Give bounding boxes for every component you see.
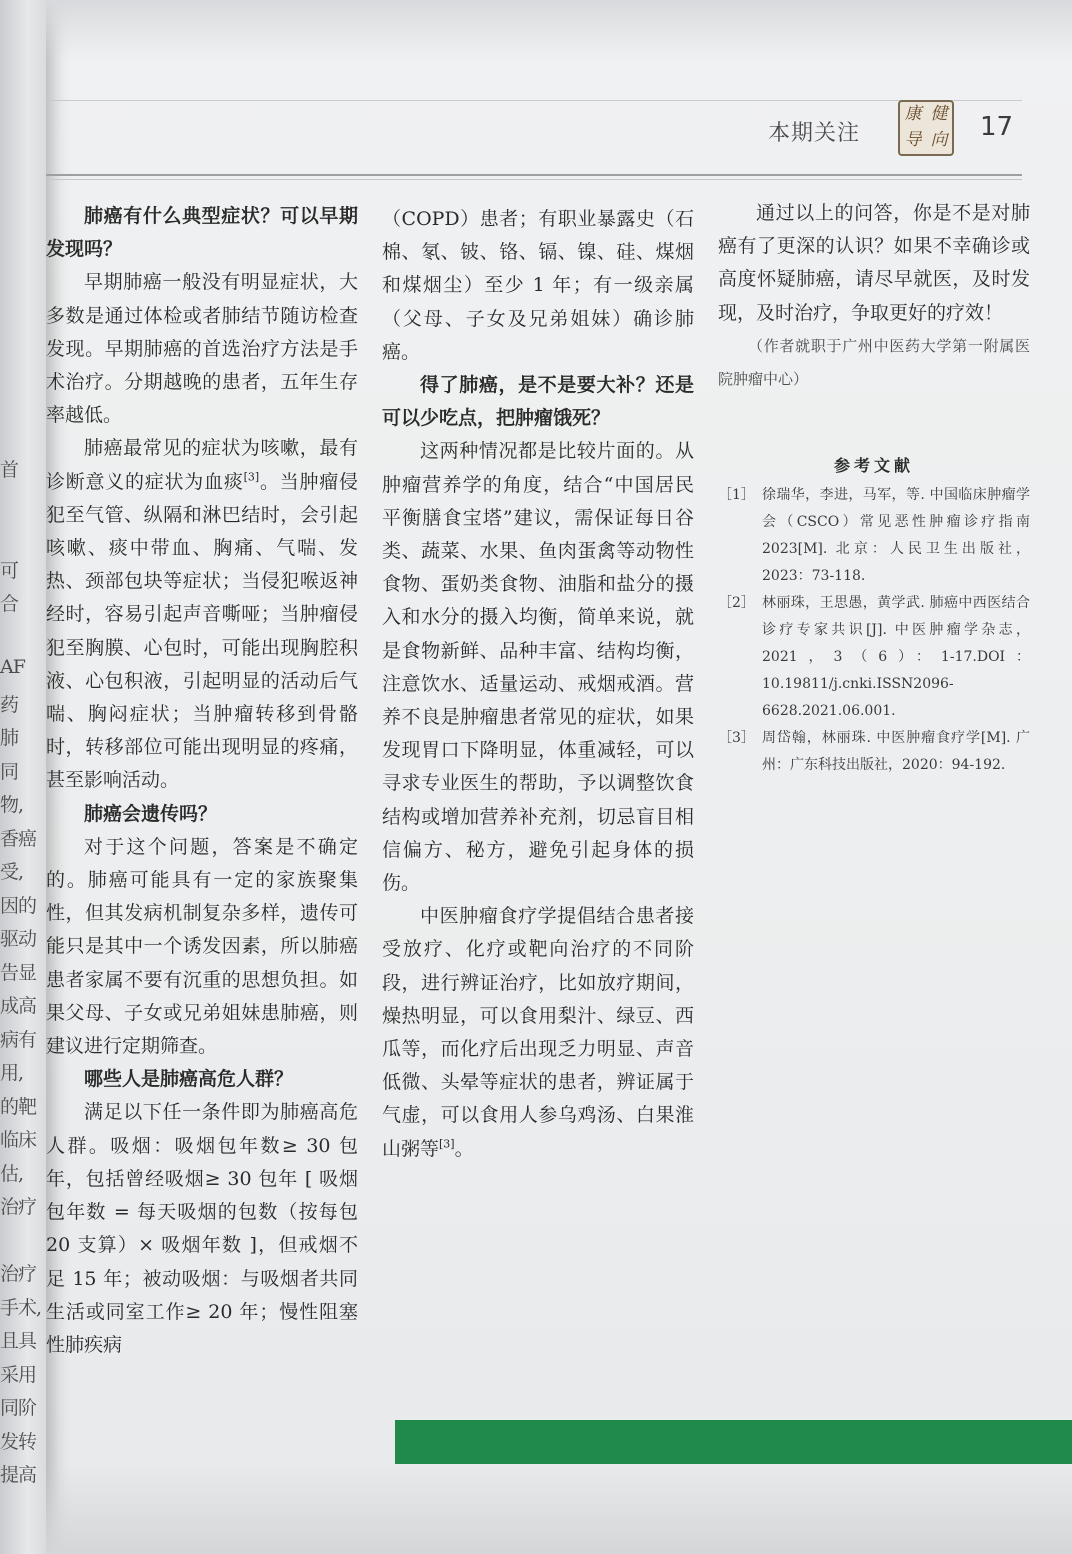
heading-text: 得了肺癌，是不是要大补？还是可以少吃点，把肿瘤饿死？: [382, 374, 694, 430]
bleed-text-fragment: 因的: [0, 894, 37, 917]
bleed-text-fragment: 成高: [0, 995, 37, 1017]
body-paragraph: [382, 900, 694, 1166]
paragraph-text: （COPD）患者；有职业暴露史（石棉、氡、铍、铬、镉、镍、硅、煤烟和煤烟尘）至少 1 年；有一级亲属（父母、子女及兄弟姐妹）确诊肺癌。: [382, 208, 694, 363]
bleed-text-fragment: 手术,: [0, 1296, 42, 1319]
paragraph-text: 对于这个问题，答案是不确定的。肺癌可能具有一定的家族聚集性，但其发病机制复杂多样，遗传可能只是其中一个诱发因素，所以肺癌患者家属不要有沉重的思想负担。如果父母、子女或兄弟姐妹患肺癌，则建议进行定期筛查。: [46, 835, 358, 1058]
references-title: 参考文献: [833, 455, 914, 475]
question-heading: [382, 369, 694, 435]
reference-item: [718, 590, 1030, 725]
bleed-text-fragment: 告显: [0, 961, 37, 984]
reference-item: [718, 725, 1030, 779]
bleed-text-fragment: 采用: [0, 1363, 37, 1386]
reference-number: ［2］: [718, 594, 755, 611]
body-paragraph: [46, 1096, 358, 1362]
heading-text: 肺癌有什么典型症状？可以早期发现吗？: [46, 205, 358, 261]
logo-char: 向: [930, 130, 948, 150]
heading-text: 哪些人是肺癌高危人群？: [84, 1068, 294, 1091]
closing-paragraph: 通过以上的问答，你是不是对肺癌有了更深的认识？如果不幸确诊或高度怀疑肺癌，请尽早就医，及时发现，及时治疗，争取更好的疗效！: [718, 202, 1030, 324]
paragraph-text: 早期肺癌一般没有明显症状，大多数是通过体检或者肺结节随访检查发现。早期肺癌的首选治疗方法是手术治疗。分期越晚的患者，五年生存率越低。: [46, 271, 358, 427]
logo-char: 导: [904, 130, 922, 150]
question-heading: [46, 1063, 358, 1096]
bleed-text-fragment: 药: [0, 693, 19, 716]
paragraph-text: 中医肿瘤食疗学提倡结合患者接受放疗、化疗或靶向治疗的不同阶段，进行辨证治疗，比如放疗期间，燥热明显，可以食用梨汁、绿豆、西瓜等，而化疗后出现乏力明显、声音低微、头晕等症状的患者，辨证属于气虚，可以食用人参乌鸡汤、白果淮山粥等: [382, 905, 694, 1160]
column-1: [46, 200, 358, 1362]
paragraph-text: 这两种情况都是比较片面的。从肿瘤营养学的角度，结合“中国居民平衡膳食宝塔”建议，需保证每日谷类、蔬菜、水果、鱼肉蛋禽等动物性食物、蛋奶类食物、油脂和盐分的摄入和水分的摄入均衡，简单来说，就是食物新鲜、品种丰富、结构均衡，注意饮水、适量运动、戒烟戒酒。营养不良是肿瘤患者常见的症状，如果发现胃口下降明显，体重减轻，可以寻求专业医生的帮助，予以调整饮食结构或增加营养补充剂，切忌盲目相信偏方、秘方，避免引起身体的损伤。: [382, 440, 694, 895]
bleed-text-fragment: 治疗: [0, 1263, 37, 1285]
bleed-text-fragment: 香癌: [0, 827, 37, 850]
reference-text: 徐瑞华，李进，马军，等. 中国临床肿瘤学会（CSCO）常见恶性肿瘤诊疗指南2023[M]. 北京：人民卫生出版社，2023：73-118.: [762, 486, 1030, 584]
body-paragraph: [382, 435, 694, 900]
body-paragraph: [46, 432, 358, 797]
facing-page-bleed: [0, 0, 46, 1554]
reference-text: 林丽珠，王思愚，黄学武. 肺癌中西医结合诊疗专家共识[J]. 中医肿瘤学杂志，2021，3（6）：1-17.DOI：10.19811/j.cnki.ISSN2096-6628.2021.06.001.: [762, 594, 1030, 719]
heading-text: 肺癌会遗传吗？: [84, 802, 218, 825]
bottom-shadow: [46, 1464, 1072, 1554]
bleed-text-fragment: 提高: [0, 1464, 37, 1486]
paragraph-text: 肺癌最常见的症状为咳嗽，最有诊断意义的症状为血痰: [46, 437, 358, 493]
paragraph-text: 。当肿瘤侵犯至气管、纵隔和淋巴结时，会引起咳嗽、痰中带血、胸痛、气喘、发热、颈部包块等症状；当侵犯喉返神经时，容易引起声音嘶哑；当肿瘤侵犯至胸膜、心包时，可能出现胸腔积液、心包积液，引起明显的活动后气喘、胸闷症状；当肿瘤转移到骨骼时，转移部位可能出现明显的疼痛，甚至影响活动。: [46, 470, 358, 792]
magazine-logo: [898, 100, 954, 156]
reference-text: 周岱翰，林丽珠. 中医肿瘤食疗学[M]. 广州：广东科技出版社，2020：94-192.: [762, 729, 1030, 773]
citation-marker: [3]: [439, 1137, 455, 1151]
body-paragraph: [46, 266, 358, 432]
reference-number: ［1］: [718, 486, 755, 503]
bleed-text-fragment: 同阶: [0, 1397, 37, 1419]
logo-char: 健: [930, 104, 948, 124]
bleed-text-fragment: 受,: [0, 861, 24, 883]
bleed-text-fragment: 可: [0, 559, 19, 582]
top-rule: [46, 100, 1022, 101]
citation-marker: [3]: [243, 470, 260, 484]
header-rule-thin: [46, 179, 1022, 180]
header-rule: [46, 174, 1022, 176]
bleed-text-fragment: 估,: [0, 1162, 24, 1185]
question-heading: [46, 200, 358, 266]
bleed-text-fragment: 的靶: [0, 1095, 37, 1118]
bleed-text-fragment: 肺: [0, 727, 19, 749]
page-number: 17: [980, 112, 1014, 142]
body-paragraph: [382, 203, 694, 369]
bleed-text-fragment: 治疗: [0, 1196, 37, 1218]
top-shadow: [46, 0, 1072, 60]
question-heading: [46, 798, 358, 831]
reference-item: [718, 482, 1030, 590]
bleed-text-fragment: 合: [0, 593, 19, 615]
bleed-text-fragment: 临床: [0, 1129, 37, 1151]
bleed-text-fragment: 病有: [0, 1028, 37, 1051]
bleed-text-fragment: 同: [0, 760, 19, 783]
green-footer-bar: [395, 1420, 1072, 1464]
body-paragraph: [46, 831, 358, 1063]
bleed-text-fragment: 物,: [0, 794, 24, 816]
references-list: [718, 482, 1030, 779]
bleed-text-fragment: 用,: [0, 1062, 24, 1084]
bleed-text-fragment: 且具: [0, 1330, 37, 1352]
bleed-text-fragment: AF: [0, 656, 25, 678]
section-label: 本期关注: [768, 121, 861, 146]
paragraph-text: 满足以下任一条件即为肺癌高危人群。吸烟：吸烟包年数≥ 30 包年，包括曾经吸烟≥ 30 包年 [ 吸烟包年数 = 每天吸烟的包数（按每包 20 支算）× 吸烟年数 ]，但戒烟不足 15 年；被动吸烟：与吸烟者共同生活或同室工作≥ 20 年；慢性阻塞性肺疾病: [46, 1101, 358, 1356]
magazine-page: [46, 0, 1072, 1554]
column-2: [382, 203, 694, 1166]
bleed-text-fragment: 发转: [0, 1430, 37, 1453]
column-3: [718, 197, 1030, 779]
author-byline: （作者就职于广州中医药大学第一附属医院肿瘤中心）: [718, 336, 1030, 388]
bleed-text-fragment: 首: [0, 459, 19, 481]
reference-number: ［3］: [718, 729, 755, 746]
paragraph-text: 。: [454, 1137, 474, 1160]
logo-char: 康: [904, 104, 922, 124]
bleed-text-fragment: 驱动: [0, 928, 37, 950]
